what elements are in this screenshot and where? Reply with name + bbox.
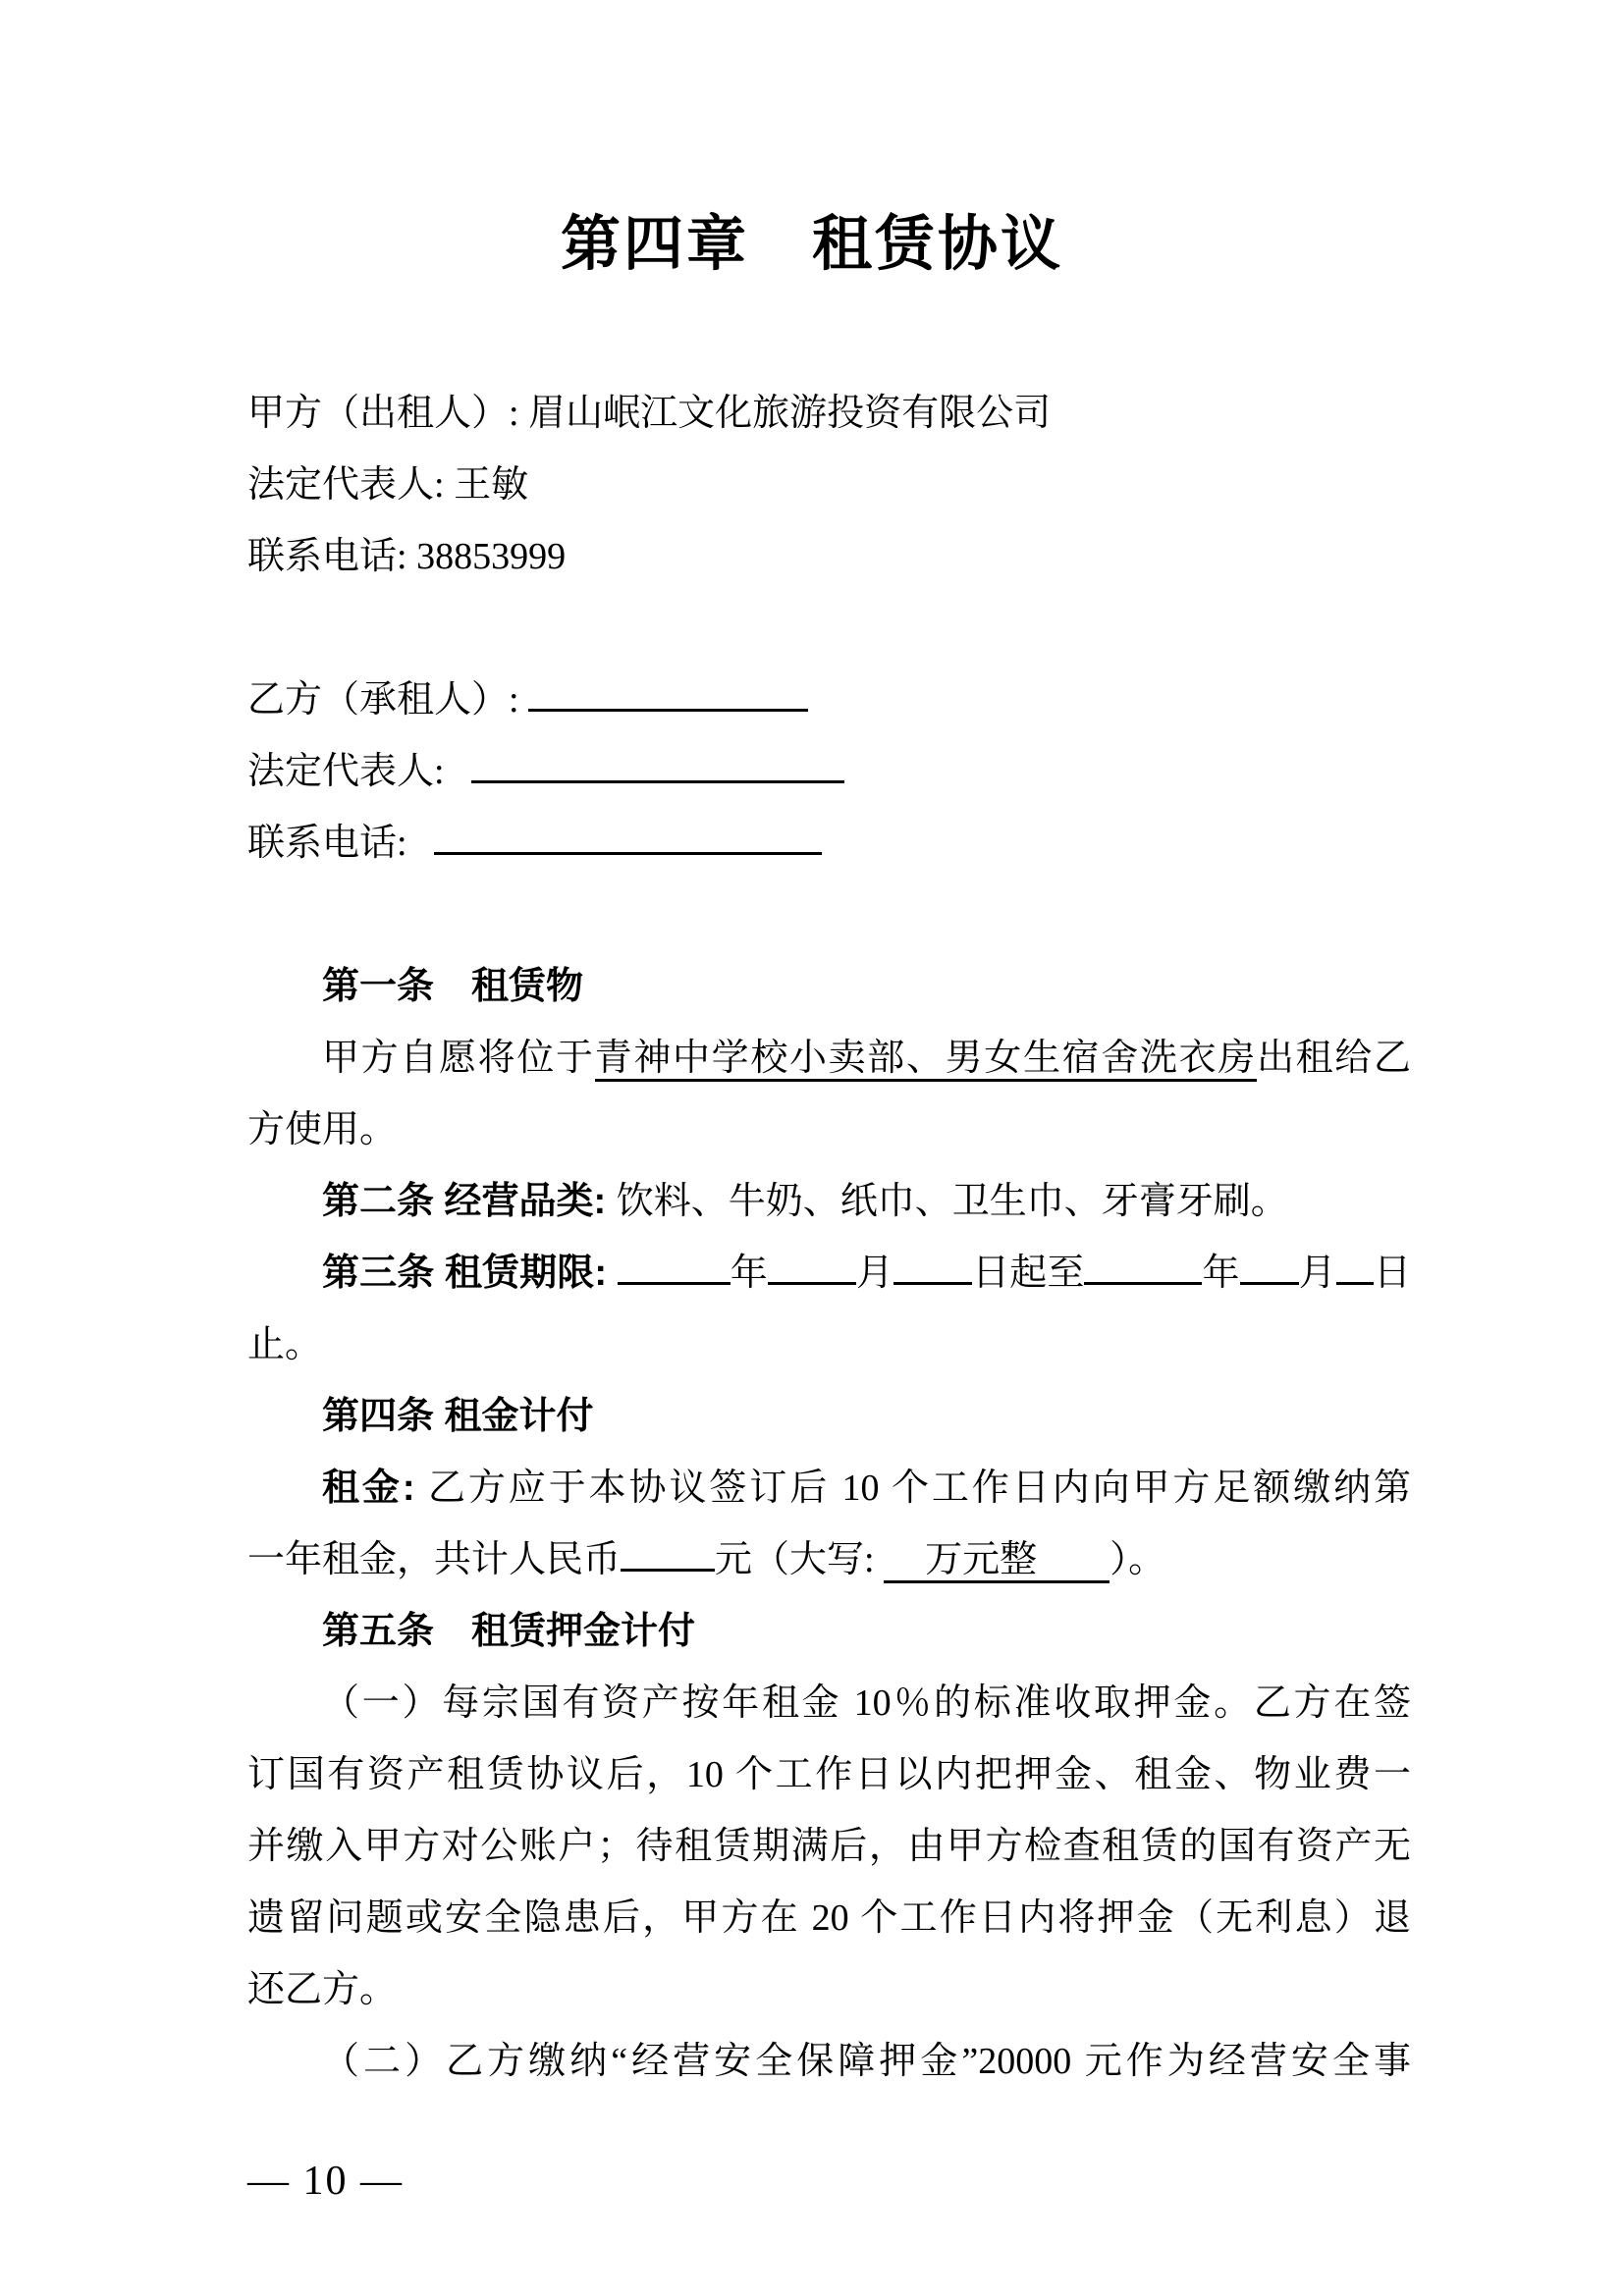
party-a-legal-rep-line [247, 450, 1411, 521]
start-year-unit: 年 [730, 1253, 768, 1294]
end-year-blank [1084, 1282, 1202, 1285]
clause-3-line-2: 止。 [247, 1324, 323, 1365]
end-month-blank [1240, 1282, 1299, 1285]
clause-5-item-1-line-1: （一）每宗国有资产按年租金 10％的标准收取押金。乙方在签 [322, 1682, 1411, 1724]
start-day-unit: 日起至 [972, 1253, 1085, 1294]
party-b-phone-line [247, 808, 1411, 880]
start-year-blank [618, 1282, 731, 1285]
start-month-unit: 月 [855, 1253, 894, 1294]
party-b-name-line [247, 665, 1411, 736]
document-body [247, 378, 1411, 2098]
clause-5-item-1-line-3: 并缴入甲方对公账户；待租赁期满后，由甲方检查租赁的国有资产无 [247, 1826, 1411, 1867]
party-b-name-blank [528, 709, 808, 712]
clause-4-rent-line-1 [247, 1453, 1411, 1524]
clause-1-text-post: 出租给乙 [1256, 1038, 1411, 1079]
rent-label: 租金: [322, 1468, 428, 1509]
party-a-legal-rep-label: 法定代表人: [247, 464, 455, 506]
clause-5-item-1-line-5: 还乙方。 [247, 1969, 398, 2010]
party-a-phone-label: 联系电话: [247, 536, 417, 577]
page-number: — 10 — [247, 2159, 404, 2204]
start-day-blank [893, 1282, 972, 1285]
clause-5-heading: 第五条 租赁押金计付 [322, 1611, 696, 1652]
clause-4-heading: 第四条 租金计付 [322, 1396, 594, 1437]
rent-text: 乙方应于本协议签订后 10 个工作日内向甲方足额缴纳第 [427, 1468, 1411, 1509]
clause-1-text-pre: 甲方自愿将位于 [322, 1038, 595, 1079]
rent-amount-pre: 一年租金，共计人民币 [247, 1539, 622, 1580]
clause-1-text-line-2: 方使用。 [247, 1109, 398, 1150]
clause-3-line-1 [247, 1238, 1411, 1309]
rent-amount-post: ）。 [1110, 1539, 1166, 1580]
party-a-phone-value: 38853999 [416, 536, 567, 577]
clause-4-rent-line-2 [247, 1524, 1411, 1596]
party-b-phone-blank [434, 852, 822, 855]
clause-1-heading: 第一条 租赁物 [322, 966, 584, 1007]
spacer [247, 593, 1411, 665]
party-a-name-line [247, 378, 1411, 450]
start-month-blank [768, 1282, 856, 1285]
clause-1-text-line-1 [247, 1023, 1411, 1095]
rent-amount-blank [621, 1569, 715, 1572]
party-a-phone-line [247, 521, 1411, 593]
party-b-phone-label: 联系电话: [247, 823, 417, 864]
clause-2-label: 第二条 经营品类: [322, 1181, 617, 1222]
rent-amount-words-underlined: 万元整 [884, 1539, 1110, 1583]
clause-5-item-1-line-4: 遗留问题或安全隐患后，甲方在 20 个工作日内将押金（无利息）退 [247, 1897, 1411, 1939]
clause-2-text: 饮料、牛奶、纸巾、卫生巾、牙膏牙刷。 [616, 1181, 1288, 1222]
clause-5-item-1-line-2: 订国有资产租赁协议后，10 个工作日以内把押金、租金、物业费一 [247, 1754, 1411, 1795]
party-a-legal-rep-value: 王敏 [454, 464, 529, 506]
party-b-name-label: 乙方（承租人）: [247, 679, 529, 721]
end-day-unit: 日 [1373, 1253, 1411, 1294]
party-b-legal-rep-label: 法定代表人: [247, 751, 455, 792]
party-a-name-value: 眉山岷江文化旅游投资有限公司 [528, 393, 1052, 434]
party-b-legal-rep-blank [471, 780, 844, 783]
end-month-unit: 月 [1298, 1253, 1336, 1294]
chapter-title: 第四章 租赁协议 [560, 212, 1063, 278]
leased-property-underlined: 青神中学校小卖部、男女生宿舍洗衣房 [595, 1038, 1257, 1082]
rent-amount-mid: 元（大写: [715, 1539, 885, 1580]
clause-2-line [247, 1166, 1411, 1238]
clause-3-label: 第三条 租赁期限: [322, 1253, 618, 1294]
end-day-blank [1336, 1282, 1374, 1285]
clause-5-item-2-line-1: （二）乙方缴纳“经营安全保障押金”20000 元作为经营安全事 [322, 2041, 1411, 2082]
party-b-legal-rep-line [247, 736, 1411, 808]
party-a-name-label: 甲方（出租人）: [247, 393, 529, 434]
spacer [247, 880, 1411, 951]
end-year-unit: 年 [1202, 1253, 1240, 1294]
